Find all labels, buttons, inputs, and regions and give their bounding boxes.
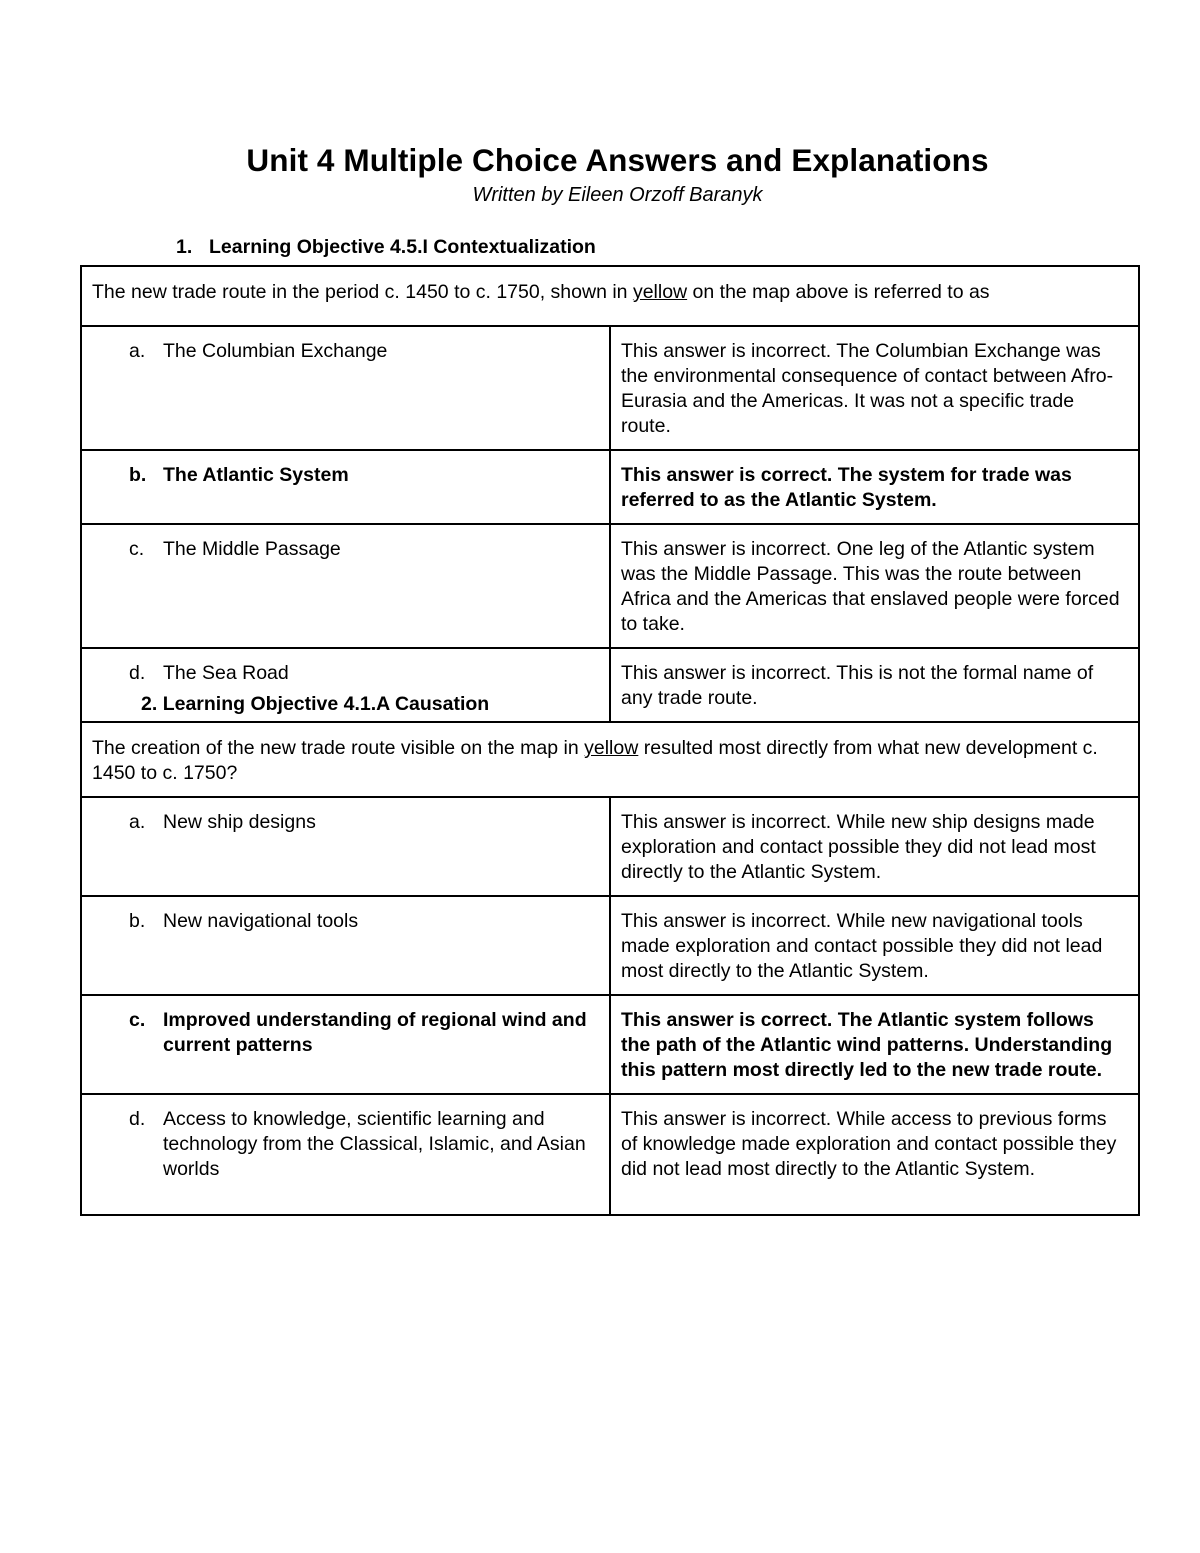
answer-choice xyxy=(81,326,610,450)
explanation-text: This answer is correct. The Atlantic system follows the path of the Atlantic wind patterns. Understanding this pattern most directly led to the new trade route. xyxy=(621,1009,1113,1081)
choice-text: New navigational tools xyxy=(163,910,359,932)
document-author: Written by Eileen Orzoff Baranyk xyxy=(472,184,763,206)
answer-explanation xyxy=(610,648,1139,722)
stem-text: on the map above is referred to as xyxy=(687,281,990,303)
answer-explanation xyxy=(610,450,1139,524)
answer-choice xyxy=(81,995,610,1094)
question-2-objective xyxy=(141,693,489,716)
document-title: Unit 4 Multiple Choice Answers and Explanations xyxy=(246,142,989,178)
choice-letter: b. xyxy=(129,910,146,932)
explanation-text: This answer is incorrect. While access to previous forms of knowledge made exploration and contact possible they did not lead most directly to the Atlantic System. xyxy=(621,1108,1117,1180)
choice-letter: c. xyxy=(129,1009,146,1031)
choice-letter: d. xyxy=(129,662,146,684)
explanation-text: This answer is incorrect. While new ship designs made exploration and contact possible they did not lead most directly to the Atlantic System. xyxy=(621,811,1096,883)
question-number: 2. xyxy=(141,693,158,715)
choice-text: The Columbian Exchange xyxy=(163,340,388,362)
answer-explanation xyxy=(610,326,1139,450)
answer-explanation xyxy=(610,896,1139,995)
choice-text: The Atlantic System xyxy=(163,464,349,486)
question-stem xyxy=(81,266,1139,326)
explanation-text: This answer is incorrect. While new navigational tools made exploration and contact possible they did not lead most directly to the Atlantic System. xyxy=(621,910,1103,982)
answer-choice xyxy=(81,524,610,648)
question-stem-row xyxy=(81,266,1139,326)
question-1-objective xyxy=(176,236,596,259)
question-number: 1. xyxy=(176,236,193,258)
answer-explanation xyxy=(610,995,1139,1094)
answer-choice xyxy=(81,450,610,524)
answer-row xyxy=(81,326,1139,450)
answer-row-correct xyxy=(81,995,1139,1094)
choice-text: The Sea Road xyxy=(163,662,289,684)
question-stem-row xyxy=(81,722,1139,797)
answer-row xyxy=(81,797,1139,896)
stem-text: The new trade route in the period c. 1450 to c. 1750, shown in xyxy=(92,281,633,303)
stem-highlight-word: yellow xyxy=(584,737,639,759)
answer-row xyxy=(81,524,1139,648)
explanation-text: This answer is incorrect. One leg of the Atlantic system was the Middle Passage. This was the route between Africa and the Americas that enslaved people were forced to take. xyxy=(621,538,1120,635)
answer-row-correct xyxy=(81,450,1139,524)
choice-letter: d. xyxy=(129,1108,146,1130)
choice-letter: c. xyxy=(129,538,145,560)
explanation-text: This answer is correct. The system for trade was referred to as the Atlantic System. xyxy=(621,464,1072,511)
answer-explanation xyxy=(610,1094,1139,1215)
question-2-table xyxy=(80,721,1140,1216)
choice-text: New ship designs xyxy=(163,811,316,833)
explanation-text: This answer is incorrect. The Columbian Exchange was the environmental consequence of contact between Afro-Eurasia and the Americas. It was not a specific trade route. xyxy=(621,340,1114,437)
choice-letter: b. xyxy=(129,464,147,486)
objective-label: Learning Objective 4.5.I Contextualization xyxy=(209,236,596,258)
answer-row xyxy=(81,1094,1139,1215)
choice-letter: a. xyxy=(129,340,146,362)
answer-explanation xyxy=(610,797,1139,896)
answer-row xyxy=(81,896,1139,995)
choice-text: Improved understanding of regional wind and current patterns xyxy=(163,1009,587,1056)
stem-highlight-word: yellow xyxy=(632,281,688,303)
answer-explanation xyxy=(610,524,1139,648)
stem-text: The creation of the new trade route visible on the map in xyxy=(92,737,585,759)
stem-text: resulted most directly from what new development c. 1450 to c. 1750? xyxy=(92,737,1098,784)
objective-label: Learning Objective 4.1.A Causation xyxy=(162,693,490,715)
choice-text: The Middle Passage xyxy=(163,538,341,560)
answer-choice xyxy=(81,896,610,995)
answer-choice xyxy=(81,797,610,896)
answer-choice xyxy=(81,1094,610,1215)
explanation-text: This answer is incorrect. This is not the formal name of any trade route. xyxy=(621,662,1094,709)
question-1-table xyxy=(80,265,1140,723)
choice-letter: a. xyxy=(129,811,146,833)
question-stem xyxy=(81,722,1139,797)
choice-text: Access to knowledge, scientific learning and technology from the Classical, Islamic, and Asian worlds xyxy=(163,1108,586,1180)
